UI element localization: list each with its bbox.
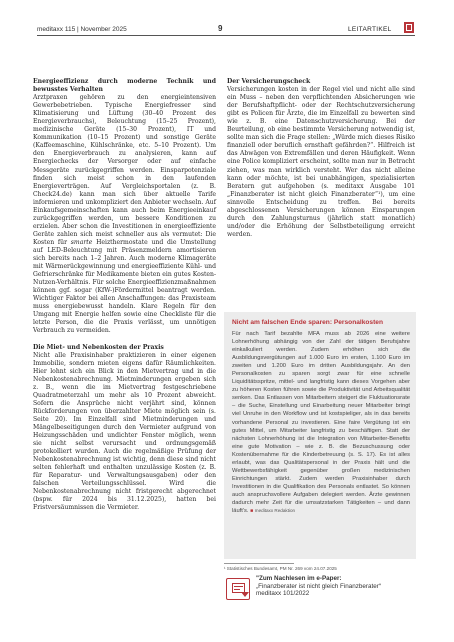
paragraph-energy-text-a: Arztpraxen gehören zu den energieintensiven Gewerbebetrieben. Typische Energiefresser sind Klimatisierung und Lüftung (30–40 Prozent des Energieverbrauchs), Beleuchtung (15–25 Prozent), medizinische Geräte (15–30 Prozent), IT und Kommunikation (10–15 Prozent) und sonstige Geräte (Kaffeemaschine, Kühlschränke, etc. 5–10 Prozent). Um den Energieverbrauch zu analysieren, kann auf Energiechecks der Versorger oder auf einfache Messgeräte zurückgegriffen werden. Einsparpotenziale finden sich meist schon in den laufenden Energieverträgen. Auf Vergleichsportalen (z. B. Check24.de) kann man sich über aktuelle Tarife informieren und unkompliziert den Anbieter wechseln. Auf Einkaufsgemeinschaften kann auch beim Energieeinkauf zurückgegriffen werden, um bessere Konditionen zu erzielen. Aber schon die Investitionen in energieeffiziente Geräte zahlen sich meist schneller aus als vermutet: Die Kosten für	[33, 94, 216, 246]
box-title: Nicht am falschen Ende sparen: Personalkosten	[232, 319, 383, 326]
paragraph-rent: Nicht alle Praxisinhaber praktizieren in einer eigenen Immobilie, sondern mieten eigens dafür Räumlichkeiten. Hier lohnt sich ein Blick in den Mietvertrag und in die Nebenkostenabrechnung. Mietminderungen ergeben sich z. B., wenn die im Mietvertrag festgeschriebene Quadratmeterzahl um mehr als 10 Prozent abweicht. Sofern die Ansprüche nicht verjährt sind, können Rückforderungen von überzahlter Miete möglich sein (s. Seite 20). Im Einzelfall sind Mietminderungen und Mängelbeseitigungen durch den Vermieter aufgrund von Heizungsschäden und undichter Fenster möglich, wenn sie nicht selbst verursacht und ordnungsgemäß protokolliert wurden. Auch die regelmäßige Prüfung der Nebenkostenabrechnung ist wichtig, denn diese sind nicht selten fehlerhaft und enthalten unzulässige Kosten (z. B. für Reparatur- und Verwaltungsausgaben) oder den falschen Verteilungsschlüssel. Wird die Nebenkostenabrechnung nicht fristgerecht abgerechnet (bspw. für 2024 bis 31.12.2025), hatten bei Fristversäumnissen die Vermieter.	[33, 351, 216, 512]
end-square-icon: ■	[250, 508, 254, 515]
heading-energy: Energieeffizienz durch moderne Technik und bewusstes Verhalten	[33, 78, 216, 94]
heading-insurance: Der Versicherungscheck	[227, 78, 311, 85]
document-icon	[404, 22, 414, 33]
staff-cost-box	[224, 312, 416, 559]
footnote: ¹ Statistisches Bundesamt, PM Nr. 269 vom 24.07.2025	[224, 566, 337, 571]
cta-line-1: "Zum Nachlesen im e-Paper:	[256, 575, 342, 582]
header-rule	[37, 35, 415, 36]
magazine-issue: meditaxx 115 | November 2025	[37, 26, 127, 33]
left-column	[33, 78, 216, 512]
paragraph-energy-text-b: Heizthermostate und die Umstellung auf LED-Beleuchtung mit Präsenzmeldern amortisieren sich bereits nach 1–2 Jahren. Auch moderne Klimageräte mit Wärmerückgewinnung und energieeffiziente Kühl- und Gefrierschränke für Medikamente bieten ein gutes Kosten-Nutzen-Verhältnis. Für solche Energieeffizienzmaßnahmen können ggf. sogar (KfW-)Fördermittel beantragt werden. Wichtiger Faktor bei allen Anschaffungen: das Praxisteam muss energiebewusst handeln. Klare Regeln für den Umgang mit Energie helfen sowie eine Checkliste für die letzte Person, die die Praxis verlässt, um unnötigen Verbrauch zu vermeiden.	[33, 238, 216, 335]
page-number: 9	[218, 24, 223, 33]
cta-line-3: meditaxx 101/2022	[256, 590, 310, 598]
paragraph-insurance: Versicherungen kosten in der Regel viel und nicht alle sind ein Muss – neben den verpflichtenden Absicherungen wie der Berufshaftpflicht- oder der Rechtschutzversicherung gibt es Policen für Ärzte, die im Einzelfall zu bewerten sind wie z. B. eine Datenschutzversicherung. Bei der Beurteilung, ob eine bestimmte Versicherung notwendig ist, sollte man sich die Frage stellen: „Würde mich dieses Risiko finanziell oder beruflich ernsthaft gefährden?“. Hilfreich ist das Abwägen von Extremfällen und deren Häufigkeit. Wenn eine Police kompliziert erscheint, sollte man nur in Betracht ziehen, was man wirklich versteht. Wer das nicht alleine kann oder möchte, ist bei unabhängigen, spezialisierten Beratern gut aufgehoben (s. meditaxx Ausgabe 101 „Finanzberater ist nicht gleich Finanzberater“¹), um eine sinnvolle Entscheidung zu treffen. Bei bereits abgeschlossenen Versicherungen können Einsparungen durch den Zahlungsturnus (jährlich statt monatlich) und/oder die Erhöhung der Selbstbeteiligung erreicht werden.	[227, 86, 415, 238]
epaper-link[interactable]	[256, 575, 381, 598]
heading-rent: Die Miet- und Nebenkosten der Praxis	[33, 343, 164, 351]
footnote-rule	[224, 563, 294, 564]
box-text	[232, 330, 410, 515]
epaper-download-icon[interactable]	[226, 578, 250, 600]
right-column	[227, 78, 415, 239]
section-label: LEITARTIKEL	[348, 26, 392, 33]
cta-line-2: „Finanzberater ist nicht gleich Finanzberater“	[256, 582, 381, 590]
box-signature: meditaxx Redaktion	[254, 508, 296, 514]
paragraph-energy	[33, 94, 216, 335]
page-header	[0, 0, 454, 38]
paragraph-energy-emphasis: smarte	[70, 238, 93, 246]
box-paragraph: Für nach Tarif bezahlte MFA muss ab 2026 eine weitere Lohnerhöhung abhängig von der Zahl der tätigen Berufsjahre einkalkuliert werden. Zudem erhöhen sich die Ausbildungsvergütungen auf 1.000 Euro im ersten, 1.100 Euro im zweiten und 1.200 Euro im dritten Ausbildungsjahr. An den Personalkosten zu sparen sorgt zwar für eine schnelle Liquiditätsspritze, mittel- und langfristig kann dieses Vorgehen aber zu höheren Kosten führen sowie die Produktivität und Arbeitsqualität senken. Das Entlassen von Mitarbeitern steigert die Fluktuationsrate – die Suche, Einstellung und Einarbeitung neuer Mitarbeiter bringt viel Unruhe in den Workflow und ist kostspieliger, als in das bereits vorhandene Personal zu investieren. Eine faire Vergütung ist ein gutes Mittel, um Mitarbeiter langfristig zu beschäftigen. Statt der nächsten Lohnerhöhung ist die Integration von Mitarbeiter-Benefits eine gute Motivation – wie z. B. die Bezuschussung oder Kostenübernahme für die Kinderbetreuung (s. S. 17). Es ist alles erlaubt, was das Qualitätspersonal in der Praxis hält und die Wettbewerbsfähigkeit gegenüber großen medizinischen Einrichtungen stärkt. Zudem werden Praxisinhaber durch Investitionen in die Qualifikation des Personals entlastet. So können auch anspruchsvollere Aufgaben delegiert werden. Ärzte gewinnen dadurch mehr Zeit für die umsatzstarken Tätigkeiten – und dann läuft’s.	[232, 331, 410, 515]
